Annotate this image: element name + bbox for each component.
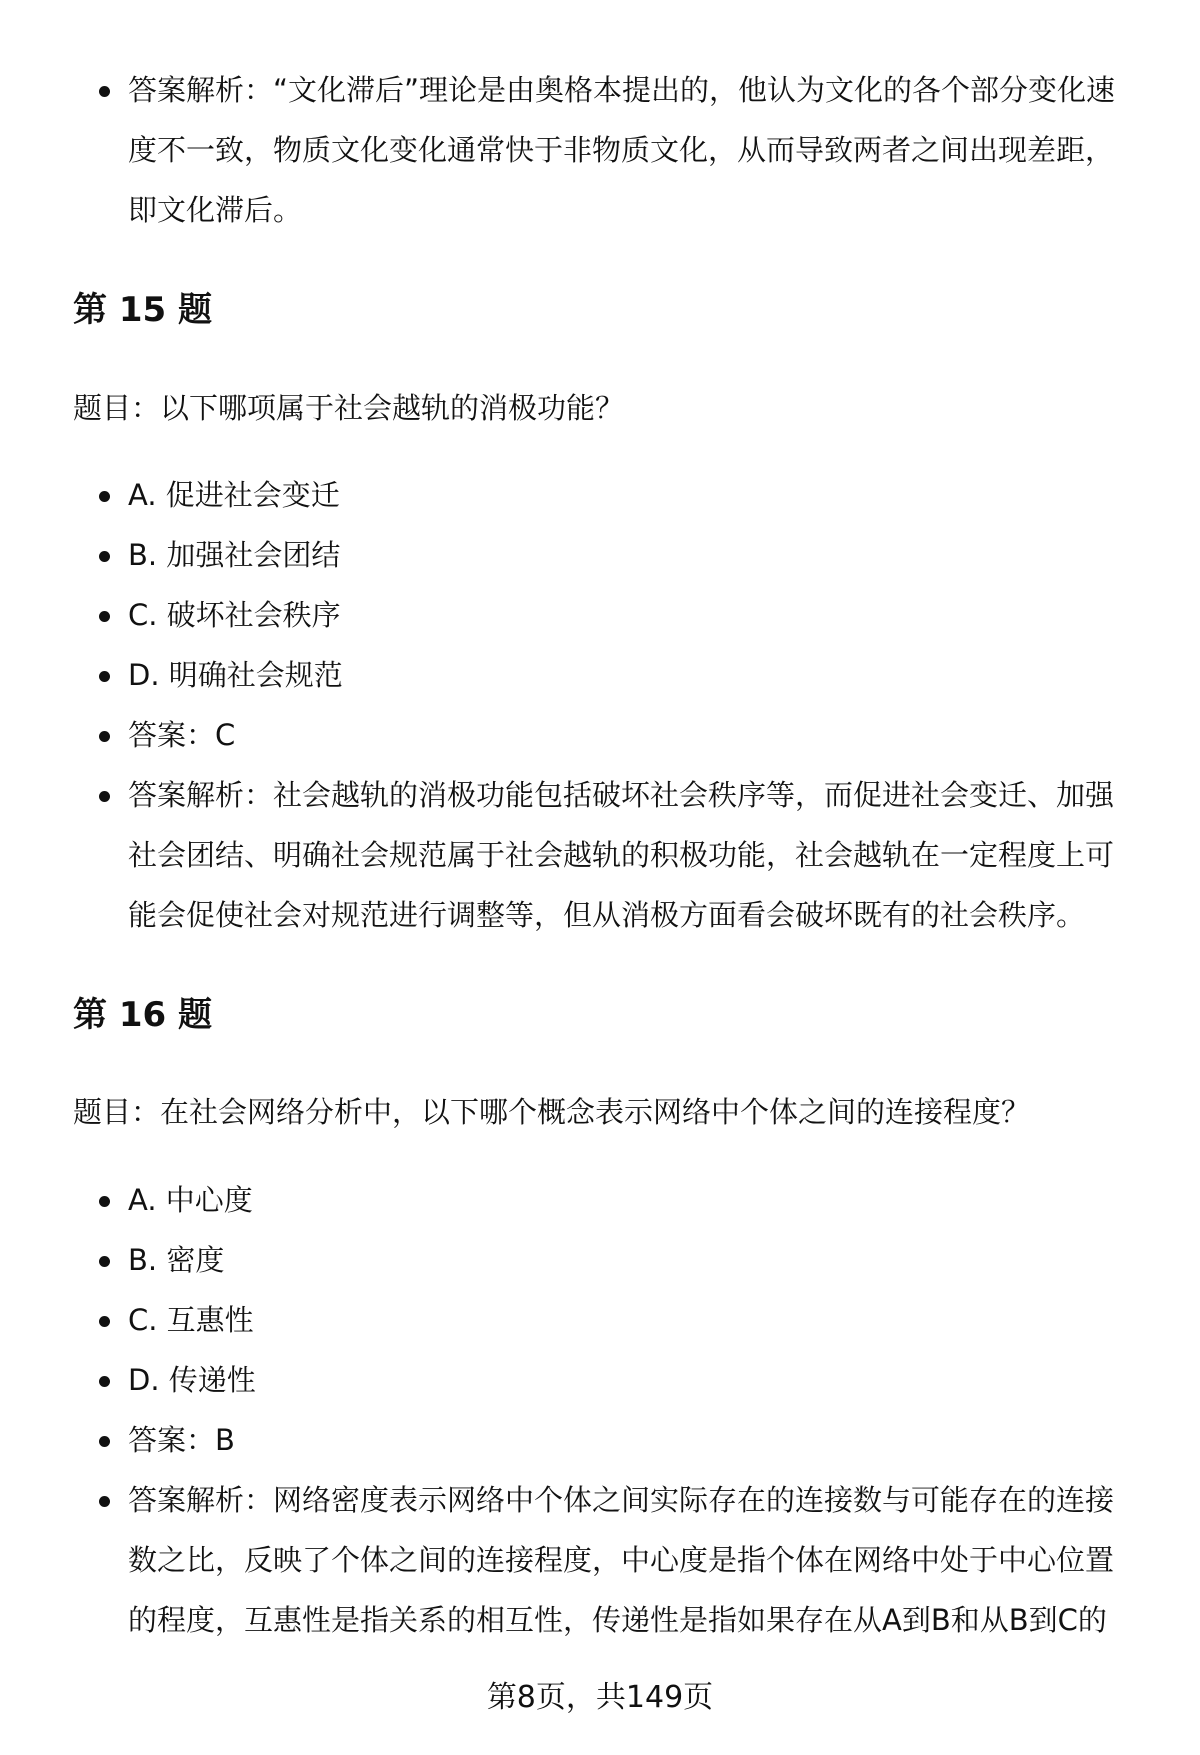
prev-explanation-block (0, 60, 1200, 240)
question-15-options (0, 465, 1200, 945)
question-16-options (0, 1170, 1200, 1650)
option-b: B. 加强社会团结 (0, 525, 1200, 585)
answer-explanation: 答案解析：网络密度表示网络中个体之间实际存在的连接数与可能存在的连接数之比，反映了个体之间的连接程度，中心度是指个体在网络中处于中心位置的程度，互惠性是指关系的相互性，传递性是指如果存在从A到B和从B到C的 (0, 1470, 1200, 1650)
answer-explanation: 答案解析：社会越轨的消极功能包括破坏社会秩序等，而促进社会变迁、加强社会团结、明确社会规范属于社会越轨的积极功能，社会越轨在一定程度上可能会促使社会对规范进行调整等，但从消极方面看会破坏既有的社会秩序。 (0, 765, 1200, 945)
option-a: A. 中心度 (0, 1170, 1200, 1230)
option-c: C. 破坏社会秩序 (0, 585, 1200, 645)
option-d: D. 传递性 (0, 1350, 1200, 1410)
question-15-text: 题目：以下哪项属于社会越轨的消极功能？ (73, 391, 625, 425)
option-b: B. 密度 (0, 1230, 1200, 1290)
option-a: A. 促进社会变迁 (0, 465, 1200, 525)
question-16-heading: 第 16 题 (73, 995, 212, 1035)
option-c: C. 互惠性 (0, 1290, 1200, 1350)
page-number: 第8页，共149页 (486, 1680, 714, 1715)
answer: 答案：B (0, 1410, 1200, 1470)
question-15-heading: 第 15 题 (73, 290, 212, 330)
prev-explanation: 答案解析：“文化滞后”理论是由奥格本提出的，他认为文化的各个部分变化速度不一致，物质文化变化通常快于非物质文化，从而导致两者之间出现差距，即文化滞后。 (0, 60, 1200, 240)
answer: 答案：C (0, 705, 1200, 765)
question-16-text: 题目：在社会网络分析中，以下哪个概念表示网络中个体之间的连接程度？ (73, 1095, 1031, 1129)
option-d: D. 明确社会规范 (0, 645, 1200, 705)
